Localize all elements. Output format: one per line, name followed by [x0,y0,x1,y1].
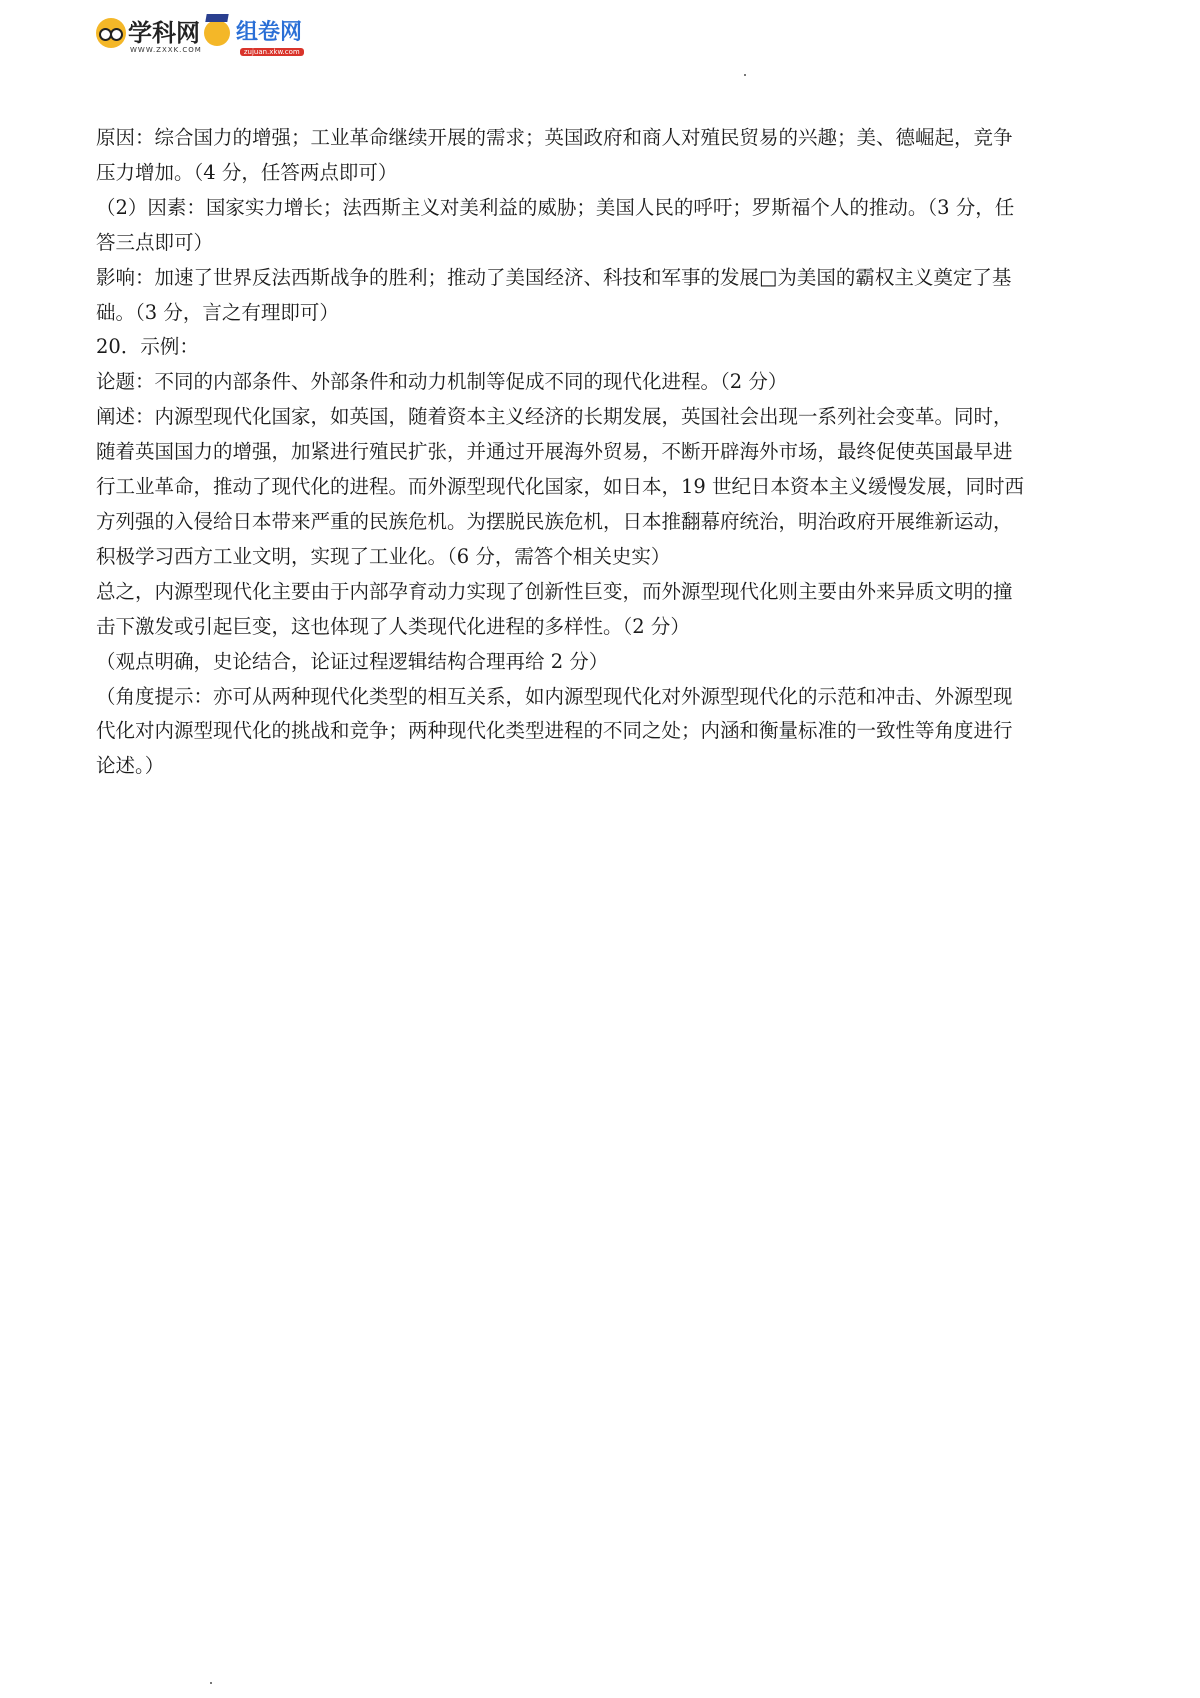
text-line: （观点明确，史论结合，论证过程逻辑结构合理再给 2 分） [96,649,609,673]
logo-alt-text: 组卷网 [236,20,303,45]
text-line: 行工业革命，推动了现代化的进程。而外源型现代化国家，如日本，19 世纪日本资本主义缓慢发展，同时西 [96,475,1025,499]
text-line: 20．示例： [96,335,199,359]
text-line: 击下激发或引起巨变，这也体现了人类现代化进程的多样性。（2 分） [96,614,690,638]
text-line: 础。（3 分，言之有理即可） [96,300,339,324]
logo-main-column [128,20,200,46]
text-line: 阐述：内源型现代化国家，如英国，随着资本主义经济的长期发展，英国社会出现一系列社会变革。同时， [96,405,1013,429]
logo-group [96,18,356,48]
logo-alt-column [236,21,302,45]
text-line: 论述。） [96,754,165,778]
logo-main-text: 学科网 [128,19,200,47]
text-line: （角度提示：亦可从两种现代化类型的相互关系，如内源型现代化对外源型现代化的示范和冲击、外源型现 [96,684,1013,708]
text-line: 随着英国国力的增强，加紧进行殖民扩张，并通过开展海外贸易，不断开辟海外市场，最终促使英国最早进 [96,440,1013,464]
scan-speck [210,1682,212,1684]
scan-speck [744,74,746,76]
text-line: 代化对内源型现代化的挑战和竞争；两种现代化类型进程的不同之处；内涵和衡量标准的一致性等角度进行 [96,719,1013,743]
text-line: 总之，内源型现代化主要由于内部孕育动力实现了创新性巨变，而外源型现代化则主要由外来异质文明的撞 [96,579,1013,603]
logo-sub-text: WWW.ZXXK.COM [130,46,202,54]
text-line: 影响：加速了世界反法西斯战争的胜利；推动了美国经济、科技和军事的发展□为美国的霸权主义奠定了基 [96,265,1012,289]
text-line: 论题：不同的内部条件、外部条件和动力机制等促成不同的现代化进程。（2 分） [96,370,788,394]
site-logo-header [96,18,356,68]
text-line: 答三点即可） [96,230,214,254]
text-line: 压力增加。（4 分，任答两点即可） [96,160,398,184]
mascot-face-icon [96,18,126,48]
text-line: （2）因素：国家实力增长；法西斯主义对美利益的威胁；美国人民的呼吁；罗斯福个人的推动。（3 分，任 [96,195,1015,219]
logo-alt-sub-text: zujuan.xkw.com [240,48,304,56]
answer-text-body [96,121,1106,784]
text-line: 积极学习西方工业文明，实现了工业化。（6 分，需答个相关史实） [96,544,671,568]
text-line: 方列强的入侵给日本带来严重的民族危机。为摆脱民族危机，日本推翻幕府统治，明治政府开展维新运动， [96,509,1013,533]
graduate-mascot-icon [204,20,230,46]
text-line: 原因：综合国力的增强；工业革命继续开展的需求；英国政府和商人对殖民贸易的兴趣；美、德崛起，竞争 [96,126,1013,149]
